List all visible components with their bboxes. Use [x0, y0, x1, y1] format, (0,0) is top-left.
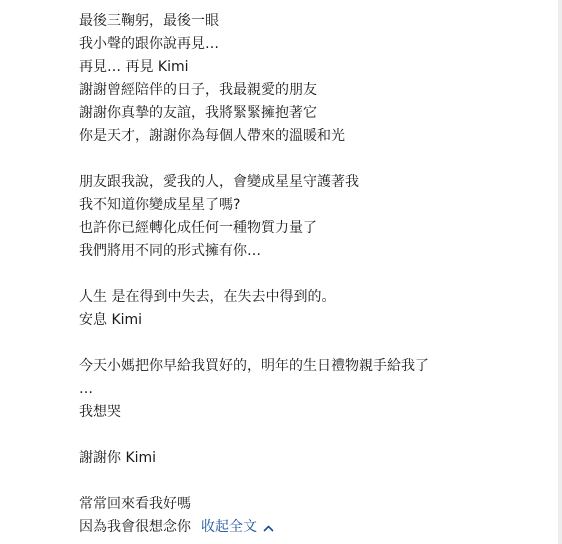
- blank-line: [79, 332, 549, 355]
- post-line: 我想哭: [79, 404, 121, 420]
- post-line: 謝謝你真摯的友誼，我將緊緊擁抱著它: [79, 105, 317, 121]
- collapse-button[interactable]: [201, 516, 274, 539]
- chevron-up-icon: [263, 524, 274, 532]
- post-line: 我們將用不同的形式擁有你…: [79, 243, 261, 259]
- scrollbar-track[interactable]: [558, 0, 562, 544]
- post-line: 常常回來看我好嗎: [79, 496, 191, 512]
- post-content: [79, 10, 549, 539]
- post-line: 謝謝曾經陪伴的日子，我最親愛的朋友: [79, 82, 317, 98]
- blank-line: [79, 424, 549, 447]
- post-line: 安息 Kimi: [79, 312, 143, 328]
- post-line: 我小聲的跟你說再見…: [79, 36, 219, 52]
- post-line: 你是天才，謝謝你為每個人帶來的溫暖和光: [79, 128, 345, 144]
- post-last-line: [79, 516, 549, 539]
- post-line: 朋友跟我說，愛我的人，會變成星星守護著我: [79, 174, 359, 190]
- blank-line: [79, 470, 549, 493]
- blank-line: [79, 148, 549, 171]
- collapse-label: 收起全文: [201, 519, 257, 535]
- post-line: 也許你已經轉化成任何一種物質力量了: [79, 220, 317, 236]
- post-line: 謝謝你 Kimi: [79, 450, 157, 466]
- post-line: 再見… 再見 Kimi: [79, 59, 189, 75]
- post-line: 今天小媽把你早給我買好的，明年的生日禮物親手給我了: [79, 358, 429, 374]
- post-line: …: [79, 381, 93, 397]
- blank-line: [79, 263, 549, 286]
- post-line: 因為我會很想念你: [79, 519, 191, 535]
- post-line: 我不知道你變成星星了嗎?: [79, 197, 241, 213]
- post-line: 人生 是在得到中失去，在失去中得到的。: [79, 289, 336, 305]
- post-line: 最後三鞠躬，最後一眼: [79, 13, 219, 29]
